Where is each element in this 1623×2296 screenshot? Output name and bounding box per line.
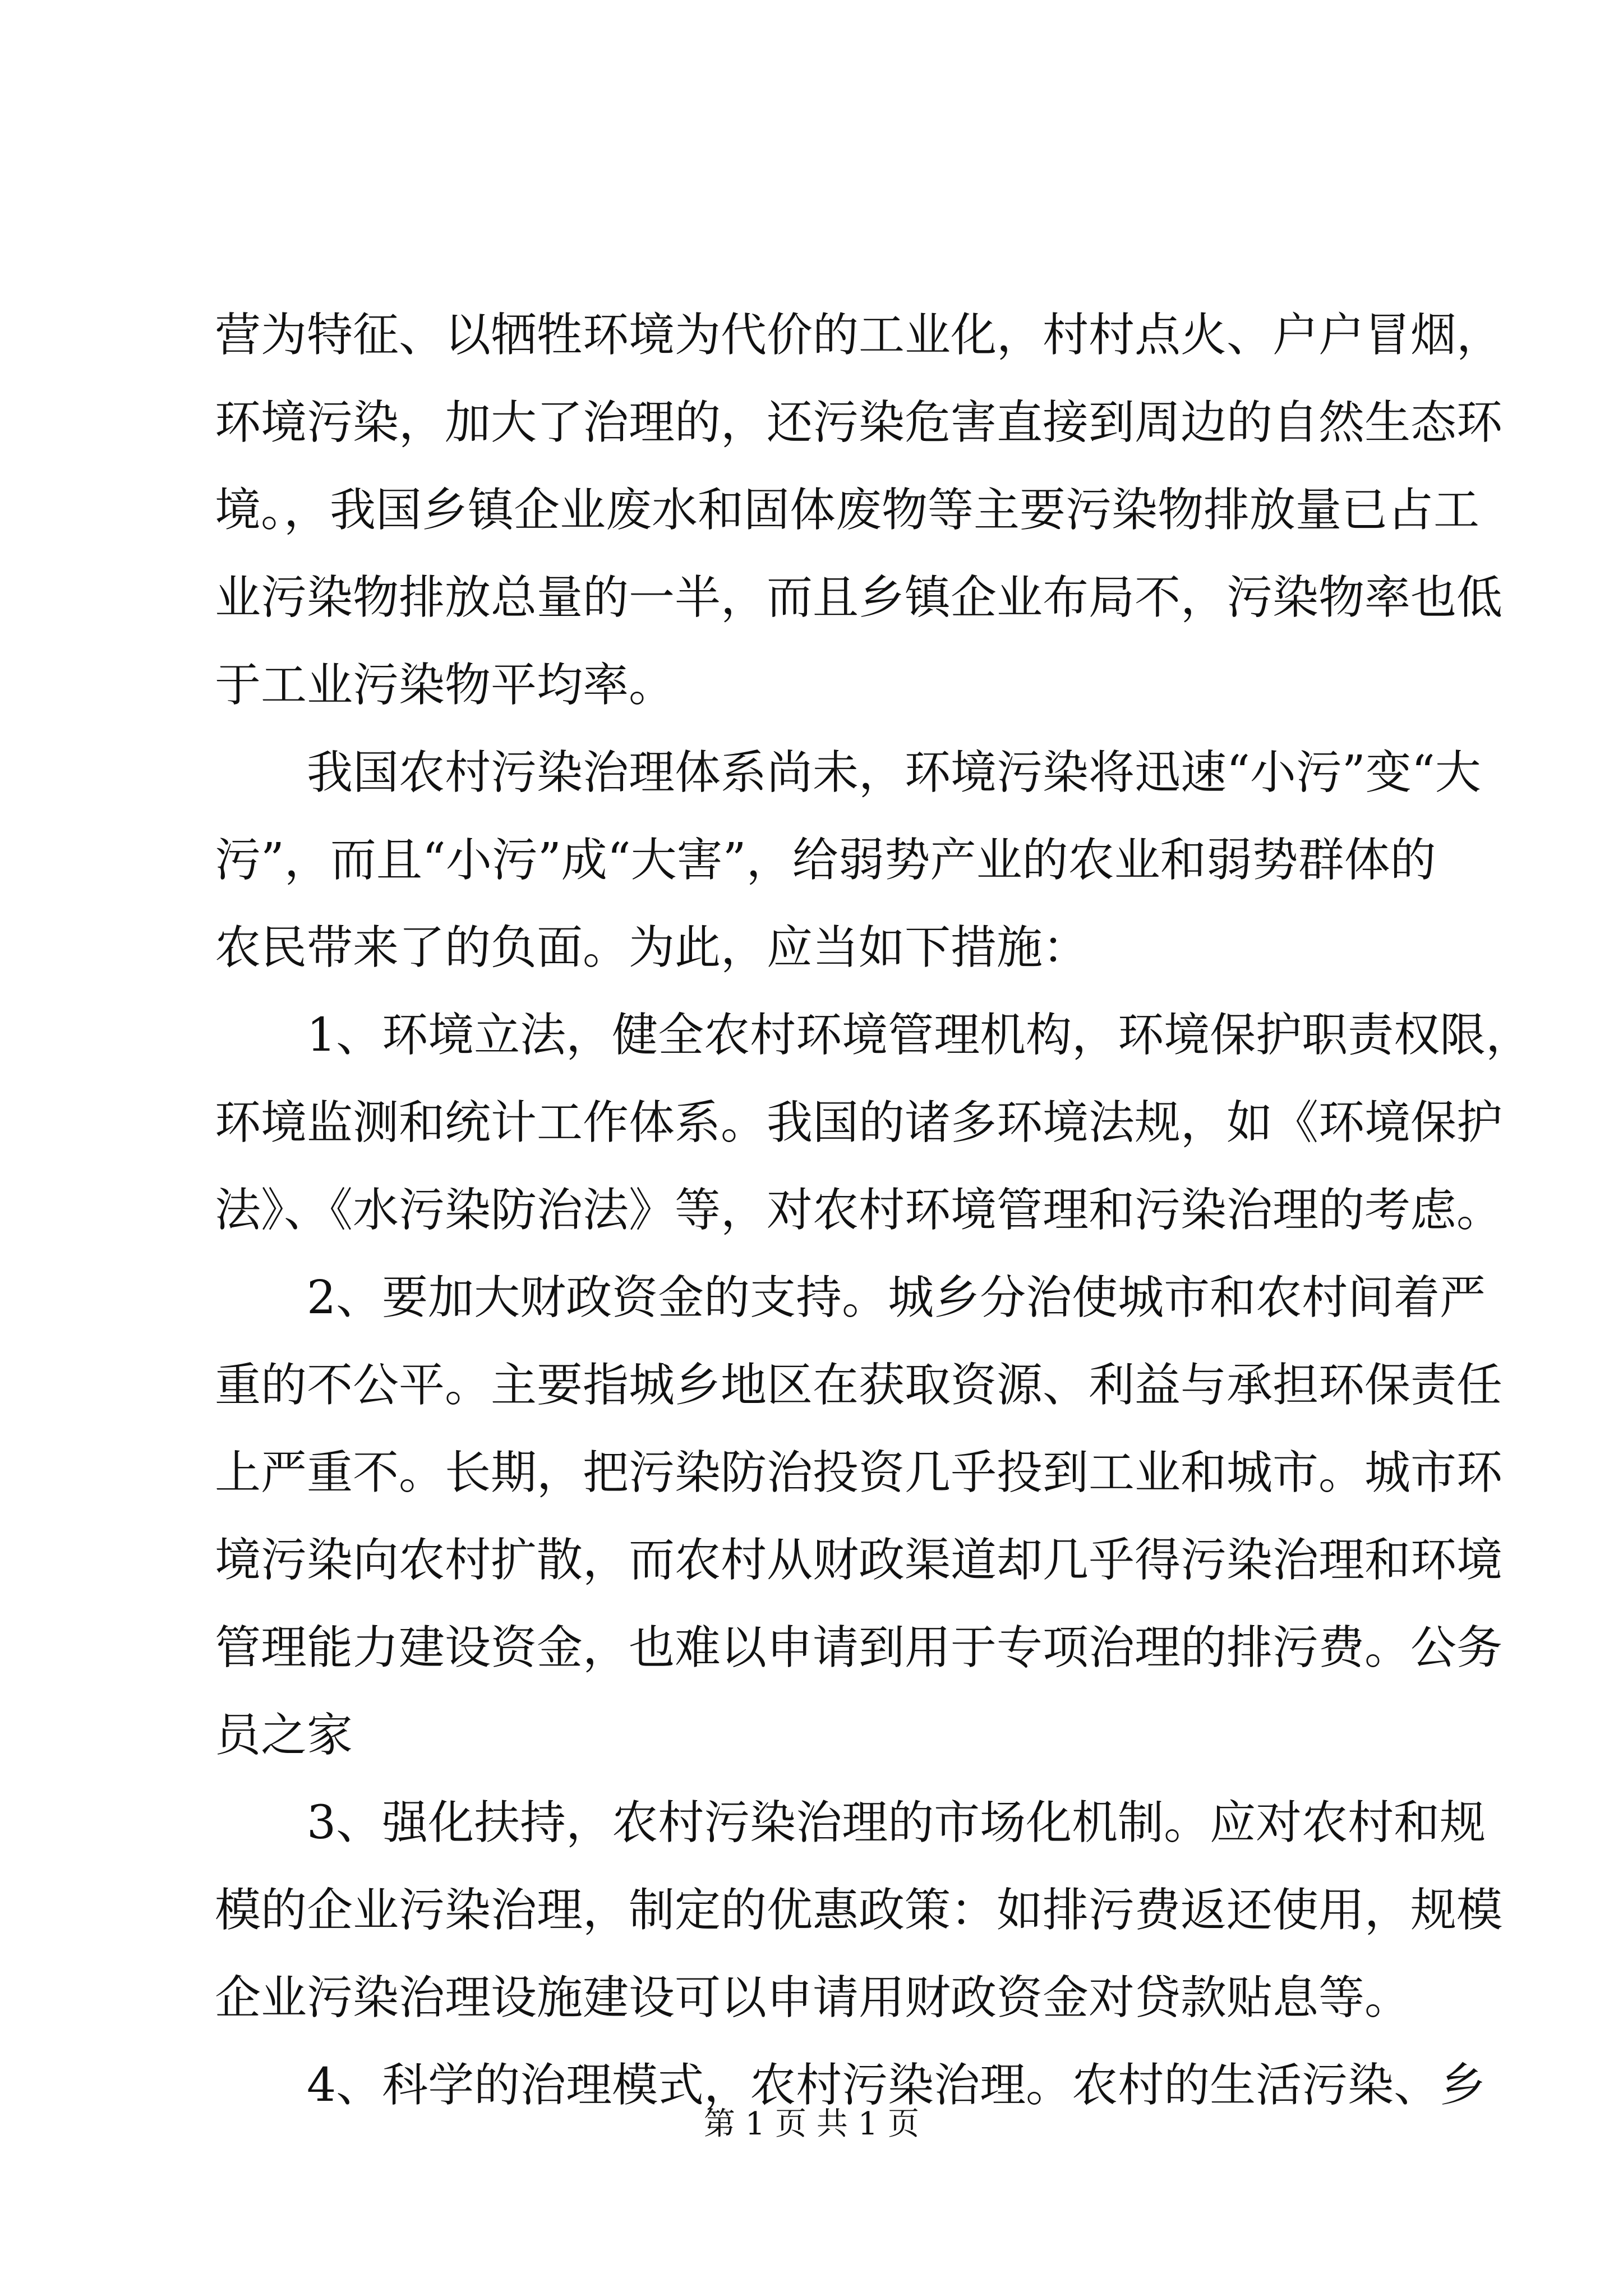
body-text-line: 模的企业污染治理，制定的优惠政策：如排污费返还使用，规模 [215,1884,1503,1937]
body-text-line: 污”，而且“小污”成“大害”，给弱势产业的农业和弱势群体的 [215,834,1436,887]
body-text-line: 法》、《水污染防治法》等，对农村环境管理和污染治理的考虑。 [215,1184,1503,1237]
body-text-line: 境。，我国乡镇企业废水和固体废物等主要污染物排放量已占工 [215,484,1480,537]
paragraph-first-line: 4、科学的治理模式，农村污染治理。农村的生活污染、乡 [307,2059,1486,2112]
body-text-line: 境污染向农村扩散，而农村从财政渠道却几乎得污染治理和环境 [215,1534,1503,1587]
body-text-line: 管理能力建设资金，也难以申请到用于专项治理的排污费。公务 [215,1621,1503,1674]
paragraph-first-line: 3、强化扶持，农村污染治理的市场化机制。应对农村和规 [307,1796,1486,1849]
body-text-line: 农民带来了的负面。为此，应当如下措施： [215,921,1089,974]
body-text-line: 环境监测和统计工作体系。我国的诸多环境法规，如《环境保护 [215,1096,1503,1149]
page-footer: 第 1 页 共 1 页 [703,2106,920,2142]
paragraph-first-line: 2、要加大财政资金的支持。城乡分治使城市和农村间着严 [307,1271,1486,1324]
body-text-line: 环境污染，加大了治理的，还污染危害直接到周边的自然生态环 [215,396,1503,449]
body-text-line: 营为特征、以牺牲环境为代价的工业化，村村点火、户户冒烟， [215,309,1503,362]
body-text-line: 于工业污染物平均率。 [215,659,675,712]
body-text-line: 上严重不。长期，把污染防治投资几乎投到工业和城市。城市环 [215,1446,1503,1499]
paragraph-first-line: 1、环境立法，健全农村环境管理机构，环境保护职责权限， [307,1009,1532,1062]
paragraph-first-line: 我国农村污染治理体系尚未，环境污染将迅速“小污”变“大 [307,746,1481,799]
body-text-line: 员之家 [215,1709,353,1762]
body-text-line: 业污染物排放总量的一半，而且乡镇企业布局不，污染物率也低 [215,571,1503,624]
body-text-line: 企业污染治理设施建设可以申请用财政资金对贷款贴息等。 [215,1971,1411,2024]
body-text-line: 重的不公平。主要指城乡地区在获取资源、利益与承担环保责任 [215,1359,1503,1412]
